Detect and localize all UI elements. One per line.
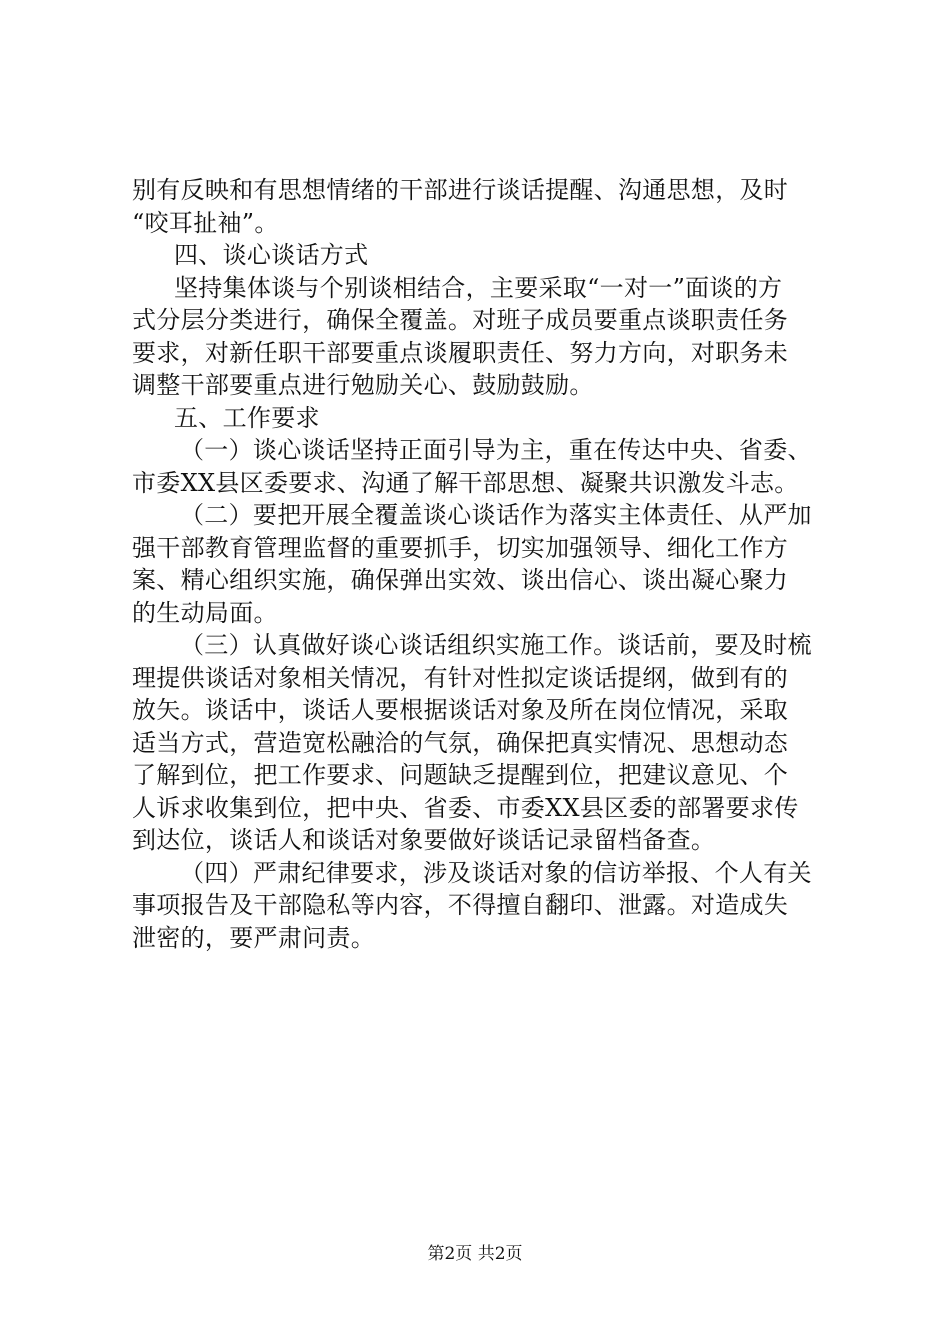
body-line: （四）严肃纪律要求，涉及谈话对象的信访举报、个人有关 xyxy=(180,858,812,887)
body-line: （二）要把开展全覆盖谈心谈话作为落实主体责任、从严加 xyxy=(180,501,812,529)
body-line: 的生动局面。 xyxy=(132,598,278,627)
body-line: （一）谈心谈话坚持正面引导为主，重在传达中央、省委、 xyxy=(180,436,812,464)
body-line: 案、精心组织实施，确保弹出实效、谈出信心、谈出凝心聚力 xyxy=(132,566,789,594)
body-line: 了解到位，把工作要求、问题缺乏提醒到位，把建议意见、个 xyxy=(132,761,789,789)
body-line: 泄密的，要严肃问责。 xyxy=(132,923,375,952)
body-line: 理提供谈话对象相关情况，有针对性拟定谈话提纲，做到有的 xyxy=(132,663,789,692)
body-line: 调整干部要重点进行勉励关心、鼓励鼓励。 xyxy=(132,371,594,399)
body-line: 人诉求收集到位，把中央、省委、市委XX县区委的部署要求传 xyxy=(132,793,799,822)
body-line: 放矢。谈话中，谈话人要根据谈话对象及所在岗位情况，采取 xyxy=(132,696,789,724)
body-line: 适当方式，营造宽松融洽的气氛，确保把真实情况、思想动态 xyxy=(132,728,789,757)
body-line: 坚持集体谈与个别谈相结合，主要采取“一对一”面谈的方 xyxy=(174,273,783,302)
page-footer: 第2页 共2页 xyxy=(427,1244,523,1264)
body-line: 到达位，谈话人和谈话对象要做好谈话记录留档备查。 xyxy=(132,826,716,854)
body-line: 强干部教育管理监督的重要抓手，切实加强领导、细化工作方 xyxy=(132,533,789,562)
body-line: “咬耳扯袖”。 xyxy=(132,208,279,237)
body-line: 要求，对新任职干部要重点谈履职责任、努力方向，对职务未 xyxy=(132,338,789,367)
section-heading: 四、谈心谈话方式 xyxy=(174,241,369,269)
document-body xyxy=(132,174,832,954)
body-line: 式分层分类进行，确保全覆盖。对班子成员要重点谈职责任务 xyxy=(132,306,789,334)
body-line: 市委XX县区委要求、沟通了解干部思想、凝聚共识激发斗志。 xyxy=(132,468,799,497)
body-line: （三）认真做好谈心谈话组织实施工作。谈话前，要及时梳 xyxy=(180,631,812,659)
section-heading: 五、工作要求 xyxy=(174,403,320,432)
body-line: 别有反映和有思想情绪的干部进行谈话提醒、沟通思想，及时 xyxy=(132,176,789,204)
body-line: 事项报告及干部隐私等内容，不得擅自翻印、泄露。对造成失 xyxy=(132,891,789,919)
